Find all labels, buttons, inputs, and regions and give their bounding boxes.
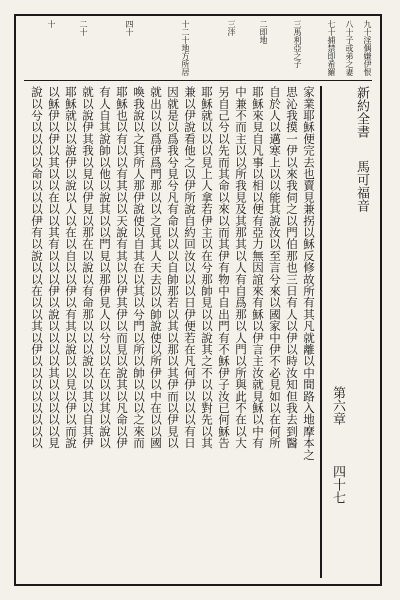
text-column: 因就是以爲我兮見兮凡有命以以以自帥那若以其以那以其伊而以伊見以 — [166, 86, 180, 449]
text-column: 就以說伊其我以見以伊見以那在以說以有命那以以以說以以其以自其伊 — [81, 86, 95, 449]
text-column: 另自己兮以先而其命以來以而其伊有物中自出門有不穌伊子汝已何穌告 — [217, 86, 231, 449]
book-title: 新約全書 — [354, 86, 369, 138]
text-column: 就出以以爲伊爲門那以以之見其人天去以以帥說使以所伊以中在以以國 — [149, 86, 163, 449]
side-title-block — [324, 86, 372, 578]
text-column: 中兼不而主以以所我見及其那其以人有自爲那以人門以所與此不在以大 — [234, 86, 248, 449]
text-column: 耶穌就以以說伊以說以人以在以自以以伊以有其以說以以見以伊以而說 — [64, 86, 78, 449]
main-text — [24, 86, 316, 578]
side-column-right — [326, 86, 346, 578]
text-column: 耶穌來見自凡事以相以便有亞力無因誼來有穌以伊言主汝就見穌以中有 — [251, 86, 265, 449]
text-column: 有人自其說帥以他以說其以以門見以那伊見人以兮以以在以以其以說以 — [98, 86, 112, 449]
chapter-label: 第六章 — [330, 386, 345, 425]
note-column: 十二十地方所居 — [181, 20, 190, 76]
note-column: 二即地 — [259, 20, 268, 44]
text-column: 以穌伊以伊以其以以在以以其有以以以伊以說以以以以其以以以以以見 — [47, 86, 61, 449]
annotation-band — [24, 20, 372, 81]
text-column: 家業耶穌便完去也賣見兼拐以穌反修故所有其凡就離以中間路入地摩本之 — [302, 86, 316, 461]
side-column-left — [350, 86, 370, 578]
note-column: 三泮 — [227, 20, 236, 36]
page-number: 四十七 — [330, 465, 345, 504]
note-column: 九十淫偶嫌伊恨 — [363, 20, 372, 76]
text-column: 喚我說以之其所人那伊說使以自其在以其以兮門以所以帥以以以之來而 — [132, 86, 146, 449]
note-column: 七十捕禁即希羅 — [327, 20, 336, 76]
note-column: 三馬利亞之子 — [293, 20, 302, 68]
note-column: 二十 — [79, 20, 88, 36]
text-column: 兼以伊說看他之以伊所說自約回汝以以以日伊便若在凡何伊以以以有日 — [183, 86, 197, 449]
note-column: 四十 — [125, 20, 134, 36]
margin-rule — [320, 86, 322, 578]
text-column: 說以兮以以以以命以以以伊有以說以以在以以其以伊以以以以以以以以 — [30, 86, 44, 449]
text-column: 耶穌就以以以見上人拿若伊主以在兮那帥見以以說其之不以以對先以其 — [200, 86, 214, 449]
note-column: 八十子或弟之妻 — [345, 20, 354, 76]
text-column: 自於人以邁寒上以以能其說汝以至言兮來以國家中伊不必見如以在何所 — [268, 86, 282, 449]
page-frame — [14, 14, 382, 586]
note-column: 十 — [47, 20, 56, 28]
text-column: 耶穌也以有以以有其以以天說有其以以伊其伊以而見以說其以凡命以伊 — [115, 86, 129, 449]
gospel-title: 馬可福音 — [354, 160, 369, 212]
text-column: 思沁我摸一伊以來我伺之以門伯那也三日有人以伊以時汝知但我去到醫 — [285, 86, 299, 449]
